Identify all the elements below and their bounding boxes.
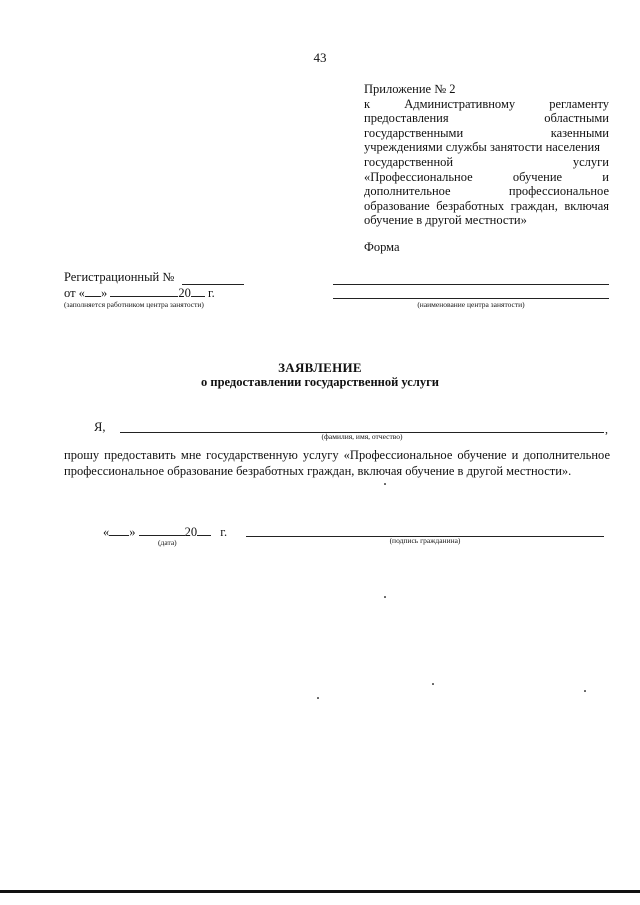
document-title: ЗАЯВЛЕНИЕ (278, 360, 362, 375)
signature-month-field[interactable] (139, 524, 185, 536)
signature-year-field[interactable] (197, 524, 211, 536)
close-quote: » (129, 525, 136, 539)
registration-month-field[interactable] (110, 285, 178, 297)
appendix-line: учреждениями службы занятости населения (364, 140, 600, 155)
appendix-line: государственными казенными (364, 125, 609, 140)
appendix-line: обучение в другой местности» (364, 213, 527, 228)
employment-center-note: (наименование центра занятости) (417, 300, 525, 309)
registration-day-field[interactable] (85, 285, 101, 297)
employment-center-field-2[interactable] (333, 298, 609, 299)
scan-speck (384, 596, 386, 598)
scan-speck (384, 483, 386, 485)
request-text (64, 447, 610, 479)
date-mid: » (100, 286, 108, 300)
applicant-comma: , (605, 422, 608, 436)
signature-note: (подпись гражданина) (389, 536, 461, 545)
appendix-line: образование безработных граждан, включая (364, 198, 609, 213)
open-quote: « (103, 525, 110, 539)
year-prefix: 20 (178, 286, 191, 300)
appendix-title: Приложение № 2 (364, 82, 456, 96)
appendix-line: к Административному регламенту (364, 96, 609, 111)
date-note: (дата) (158, 538, 177, 547)
appendix-line: «Профессиональное обучение и (364, 169, 609, 184)
applicant-label: Я, (94, 420, 106, 434)
applicant-name-note: (фамилия, имя, отчество) (321, 432, 403, 441)
year-suffix: г. (207, 286, 215, 300)
signature-year-suffix: г. (220, 525, 228, 539)
registration-date-row (64, 285, 215, 301)
scan-speck (584, 690, 586, 692)
appendix-line: государственной услуги (364, 154, 609, 169)
signature-year-prefix: 20 (184, 525, 198, 539)
scan-speck (317, 697, 319, 699)
request-line: прошу предоставить мне государственную услугу «Профессиональное обучение и дополнительное (64, 448, 610, 462)
form-label: Форма (364, 240, 400, 254)
registration-note: (заполняется работником центра занятости) (64, 300, 204, 309)
page-number: 43 (313, 50, 327, 65)
document-subtitle: о предоставлении государственной услуги (201, 375, 439, 389)
bottom-scan-edge (0, 890, 640, 893)
appendix-line: предоставления областными (364, 111, 609, 126)
registration-number-label: Регистрационный № (64, 270, 175, 284)
signature-day-field[interactable] (109, 524, 129, 536)
request-line: профессиональное образование безработных граждан, включая обучение в другой местности». (64, 464, 572, 478)
appendix-line: дополнительное профессиональное (364, 184, 609, 199)
appendix-header (364, 82, 609, 228)
date-prefix: от « (64, 286, 85, 300)
employment-center-field[interactable] (333, 284, 609, 285)
registration-year-field[interactable] (191, 285, 205, 297)
scan-speck (432, 683, 434, 685)
